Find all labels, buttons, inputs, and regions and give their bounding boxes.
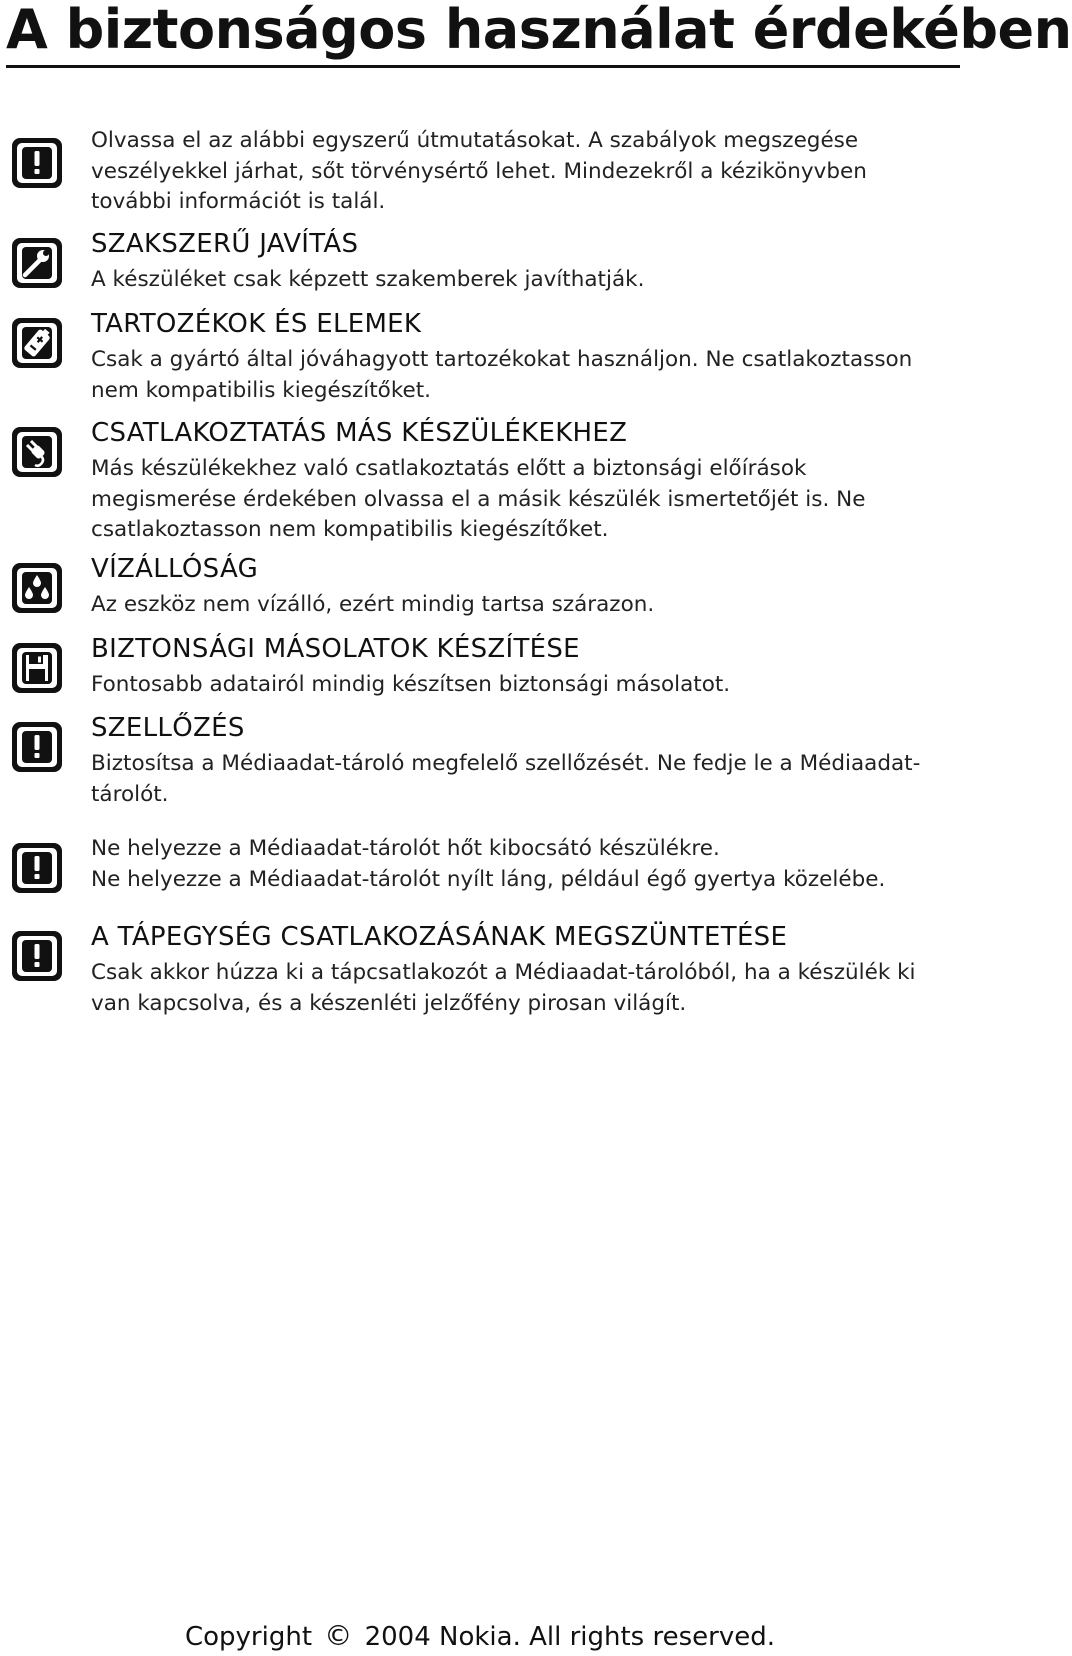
section-heading: A TÁPEGYSÉG CSATLAKOZÁSÁNAK MEGSZÜNTETÉSE [91, 922, 788, 952]
section-text: Fontosabb adatairól mindig készítsen biztonsági másolatot. [91, 672, 731, 697]
page-title: A biztonságos használat érdekében [6, 0, 1072, 61]
copyright-suffix: 2004 Nokia. All rights reserved. [364, 1622, 775, 1652]
battery-icon [10, 316, 64, 370]
section-heading: SZAKSZERŰ JAVÍTÁS [91, 229, 359, 259]
copyright-symbol: © [324, 1619, 353, 1652]
copyright-footer [0, 1618, 960, 1655]
section-text: Más készülékekhez való csatlakoztatás előtt a biztonsági előírások megismerése érdekében olvassa el a másik készülék ismertetőjét is. Ne csatlakoztasson nem kompatibilis kiegészítőket. [91, 456, 866, 542]
warning-icon [10, 841, 64, 895]
section-heading: TARTOZÉKOK ÉS ELEMEK [91, 309, 422, 339]
section-text: Az eszköz nem vízálló, ezért mindig tartsa szárazon. [91, 592, 655, 617]
water-drops-icon [10, 561, 64, 615]
section-heading: VÍZÁLLÓSÁG [91, 554, 259, 584]
section-text: Csak akkor húzza ki a tápcsatlakozót a Médiaadat-tárolóból, ha a készülék ki van kapcsolva, és a készenléti jelzőfény pirosan világít. [91, 960, 916, 1016]
section-heading: SZELLŐZÉS [91, 713, 245, 743]
plug-icon [10, 425, 64, 479]
section-heading: CSATLAKOZTATÁS MÁS KÉSZÜLÉKEKHEZ [91, 418, 628, 448]
section-text: Ne helyezze a Médiaadat-tárolót hőt kibocsátó készülékre. [91, 836, 720, 861]
warning-icon [10, 720, 64, 774]
section-heading: BIZTONSÁGI MÁSOLATOK KÉSZÍTÉSE [91, 634, 580, 664]
copyright-prefix: Copyright [184, 1622, 313, 1652]
intro-text: Olvassa el az alábbi egyszerű útmutatásokat. A szabályok megszegése veszélyekkel járhat, sőt törvénysértő lehet. Mindezekről a kézikönyvben további információt is talál. [91, 128, 867, 214]
warning-icon [10, 136, 64, 190]
section-text-secondary: Ne helyezze a Médiaadat-tárolót nyílt láng, például égő gyertya közelébe. [91, 866, 886, 892]
section-text: A készüléket csak képzett szakemberek javíthatják. [91, 267, 645, 292]
warning-icon [10, 929, 64, 983]
wrench-icon [10, 236, 64, 290]
section-text: Biztosítsa a Médiaadat-tároló megfelelő szellőzését. Ne fedje le a Médiaadat-tárolót. [91, 751, 921, 807]
floppy-disk-icon [10, 641, 64, 695]
title-divider [6, 65, 960, 68]
section-text: Csak a gyártó által jóváhagyott tartozékokat használjon. Ne csatlakoztasson nem kompatibilis kiegészítőket. [91, 347, 913, 403]
